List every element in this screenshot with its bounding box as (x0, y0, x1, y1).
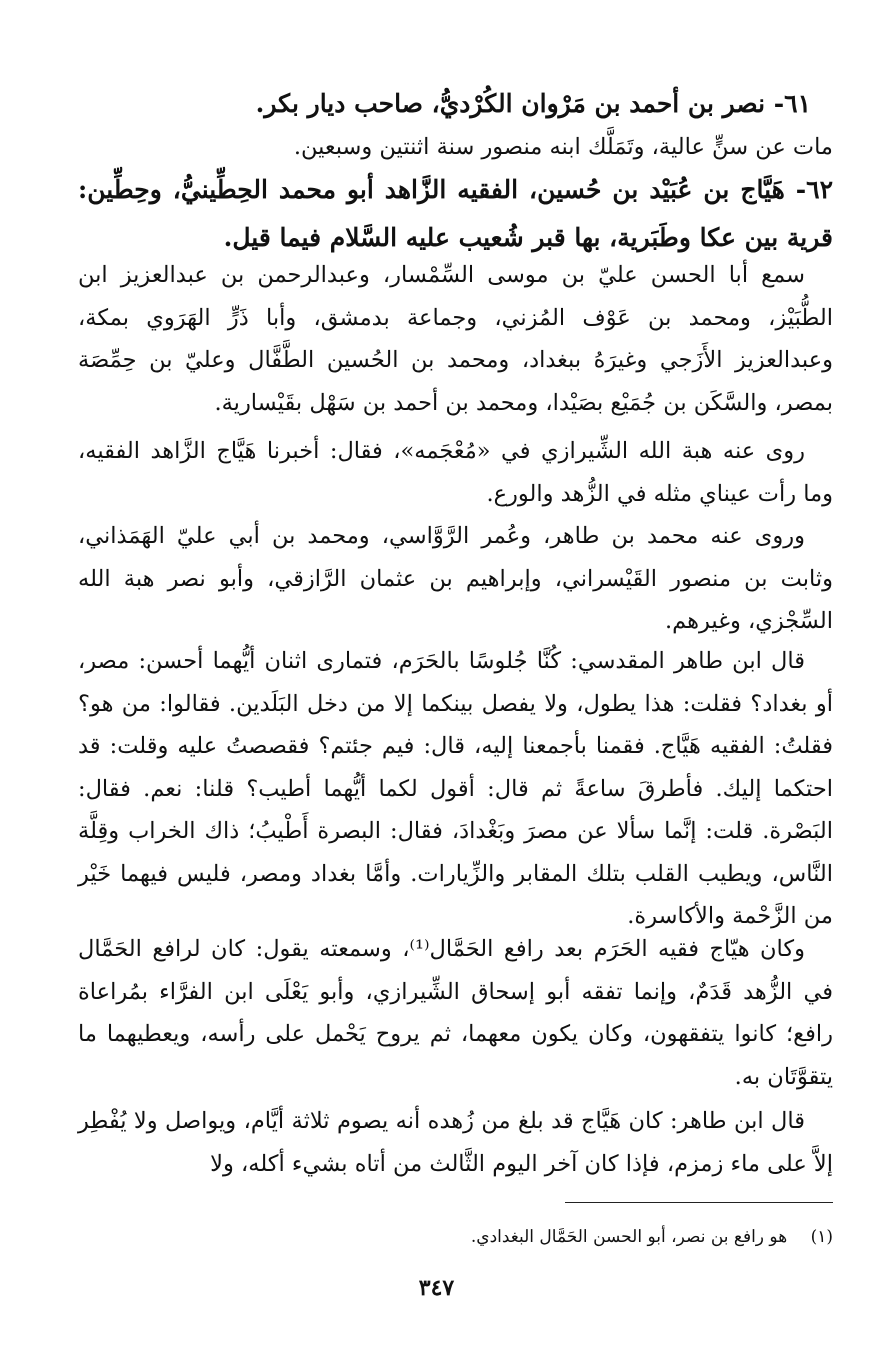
paragraph-shirazi-narration: روى عنه هبة الله الشِّيرازي في «مُعْجَمه»، فقال: أخبرنا هَيَّاج الزَّاهد الفقيه، وما رأت عيناي مثله في الزُّهد والورع. (78, 438, 833, 507)
footnote-divider (565, 1202, 833, 1203)
paragraph-students: وروى عنه محمد بن طاهر، وعُمر الرَّوَّاسي، ومحمد بن أبي عليّ الهَمَذاني، وثابت بن منصور القَيْسراني، وإبراهيم بن عثمان الرَّازقي، وأبو نصر هبة الله السِّجْزي، وغيرهم. (78, 523, 833, 634)
paragraph-ibn-tahir-story: قال ابن طاهر المقدسي: كُنَّا جُلوسًا بالحَرَم، فتمارى اثنان أيُّهما أحسن: مصر، أو بغداد؟ فقلت: هذا يطول، ولا يفصل بينكما إلا من دخل البَلَدين. فقالوا: من هو؟ فقلتُ: الفقيه هَيَّاج. فقمنا بأجمعنا إليه، قال: فيم جئتم؟ فقصصتُ عليه وقلت: قد احتكما إليك. فأطرقَ ساعةً ثم قال: أقول لكما أيُّهما أطيب؟ قلنا: نعم. فقال: البَصْرة. قلت: إنَّما سألا عن مصرَ وبَغْدادَ، فقال: البصرة أَطْيبُ؛ ذاك الخراب وقِلَّة النَّاس، ويطيب القلب بتلك المقابر والزِّيارات. وأمَّا بغداد ومصر، فليس فيهما خَيْر من الزَّحْمة والأكاسرة. (78, 648, 833, 929)
footnote-text: هو رافع بن نصر، أبو الحسن الحَمَّال البغدادي. (470, 1227, 788, 1247)
footnote-marker: (١) (810, 1227, 833, 1247)
paragraph-rafi-al-hammal: وكان هيّاج فقيه الحَرَم بعد رافع الحَمَّال⁽¹⁾، وسمعته يقول: كان لرافع الحَمَّال في الزُّهد قَدَمٌ، وإنما تفقه أبو إسحاق الشِّيرازي، وأبو يَعْلَى ابن الفرَّاء بمُراعاة رافع؛ كانوا يتفقهون، وكان يكون معهما، ثم يروح يَحْمل على رأسه، ويعطيهما ما يتقوَّتَان به. (78, 936, 833, 1090)
entry-61-heading: ٦١- نصر بن أحمد بن مَرْوان الكُرْديُّ، صاحب ديار بكر. (255, 89, 811, 118)
paragraph-teachers: سمع أبا الحسن عليّ بن موسى السِّمْسار، وعبدالرحمن بن عبدالعزيز ابن الطُّبَيْز، ومحمد بن عَوْف المُزني، وجماعة بدمشق، وأبا ذَرٍّ الهَرَوي بمكة، وعبدالعزيز الأَزَجي وغيرَهُ ببغداد، ومحمد بن الحُسين الطَّفَّال وعليّ بن حِمِّصَة بمصر، والسَّكَن بن جُمَيْع بصَيْدا، ومحمد بن أحمد بن سَهْل بقَيْسارية. (78, 262, 833, 416)
paragraph-asceticism: قال ابن طاهر: كان هَيَّاج قد بلغ من زُهده أنه يصوم ثلاثة أيَّام، ويواصل ولا يُفْطِر إلاَّ على ماء زمزم، فإذا كان آخر اليوم الثَّالث من أتاه بشيء أكله، ولا (78, 1108, 833, 1177)
entry-62-heading: ٦٢- هَيَّاج بن عُبَيْد بن حُسين، الفقيه الزَّاهد أبو محمد الحِطِّينيُّ، وحِطِّين: قرية بين عكا وطَبَرية، بها قبر شُعيب عليه السَّلام فيما قيل. (78, 175, 833, 252)
entry-61-body: مات عن سنٍّ عالية، وتَمَلَّك ابنه منصور سنة اثنتين وسبعين. (293, 134, 833, 160)
footnote (78, 1222, 833, 1252)
page-number: ٣٤٧ (418, 1275, 455, 1301)
